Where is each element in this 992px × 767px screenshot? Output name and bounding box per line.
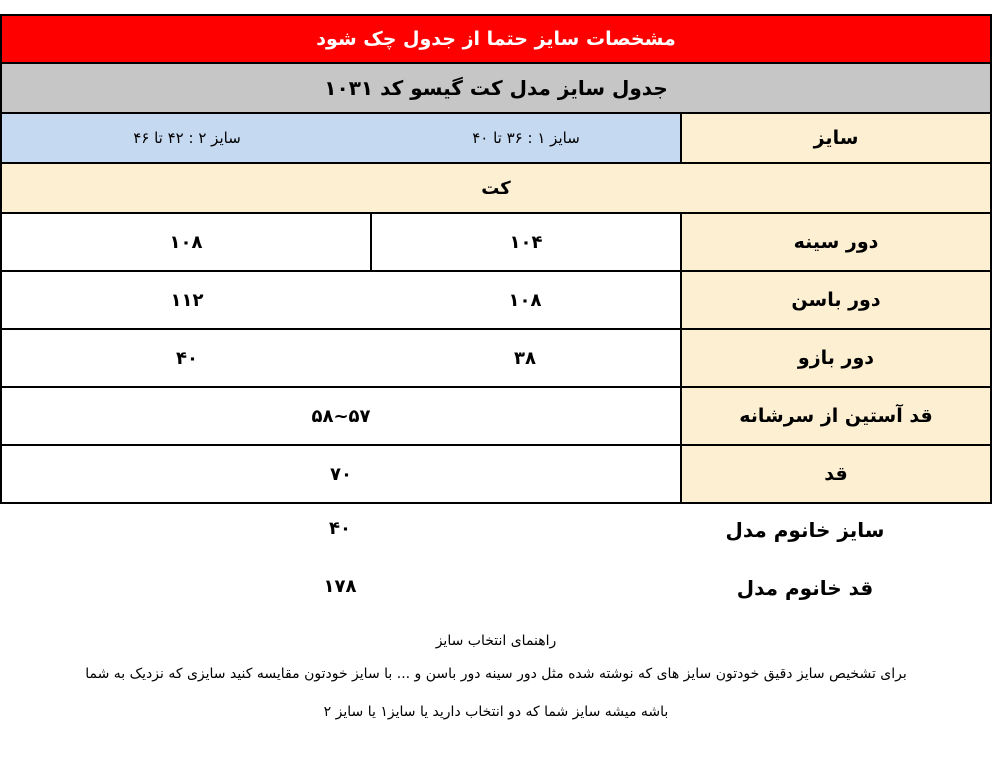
size-label: سایز — [680, 114, 992, 164]
notice-banner — [0, 14, 992, 64]
model-height-value: ۱۷۸ — [323, 576, 357, 597]
size-header-row — [0, 114, 992, 164]
table-row-sleeve — [0, 388, 992, 446]
model-height-label: قد خانوم مدل — [736, 576, 874, 600]
table-row-chest — [0, 214, 992, 272]
size-2-header: سایز ۲ : ۴۲ تا ۴۶ — [0, 114, 372, 164]
section-row — [0, 164, 992, 214]
length-label: قد — [680, 446, 992, 504]
table-title-bar — [0, 64, 992, 114]
table-row-length — [0, 446, 992, 504]
arm-label: دور بازو — [680, 330, 992, 388]
guide-line-1: برای تشخیص سایز دقیق خودتون سایز های که نوشته شده مثل دور سینه دور باسن و ... با سایز خودتون مقایسه کنید سایزی که نزدیک به شما — [85, 666, 907, 682]
arm-size-1: ۳۸ — [370, 330, 682, 388]
length-value: ۷۰ — [0, 446, 682, 504]
model-size-label: سایز خانوم مدل — [725, 518, 885, 542]
chest-label: دور سینه — [680, 214, 992, 272]
chest-size-1: ۱۰۴ — [370, 214, 682, 272]
guide-line-2: باشه میشه سایز شما که دو انتخاب دارید یا سایز۱ یا سایز ۲ — [323, 704, 669, 720]
table-row-hip — [0, 272, 992, 330]
sleeve-value: ۵۸~۵۷ — [0, 388, 682, 446]
table-row-arm — [0, 330, 992, 388]
hip-size-2: ۱۱۲ — [0, 272, 372, 330]
sleeve-label: قد آستین از سرشانه — [680, 388, 992, 446]
section-label: کت — [481, 177, 511, 199]
hip-label: دور باسن — [680, 272, 992, 330]
arm-size-2: ۴۰ — [0, 330, 372, 388]
hip-size-1: ۱۰۸ — [370, 272, 682, 330]
model-size-value: ۴۰ — [329, 518, 351, 539]
size-1-header: سایز ۱ : ۳۶ تا ۴۰ — [372, 114, 682, 164]
guide-title: راهنمای انتخاب سایز — [435, 633, 557, 649]
table-title: جدول سایز مدل کت گیسو کد ۱۰۳۱ — [324, 76, 668, 100]
notice-text: مشخصات سایز حتما از جدول چک شود — [316, 28, 676, 50]
chest-size-2: ۱۰۸ — [0, 214, 372, 272]
